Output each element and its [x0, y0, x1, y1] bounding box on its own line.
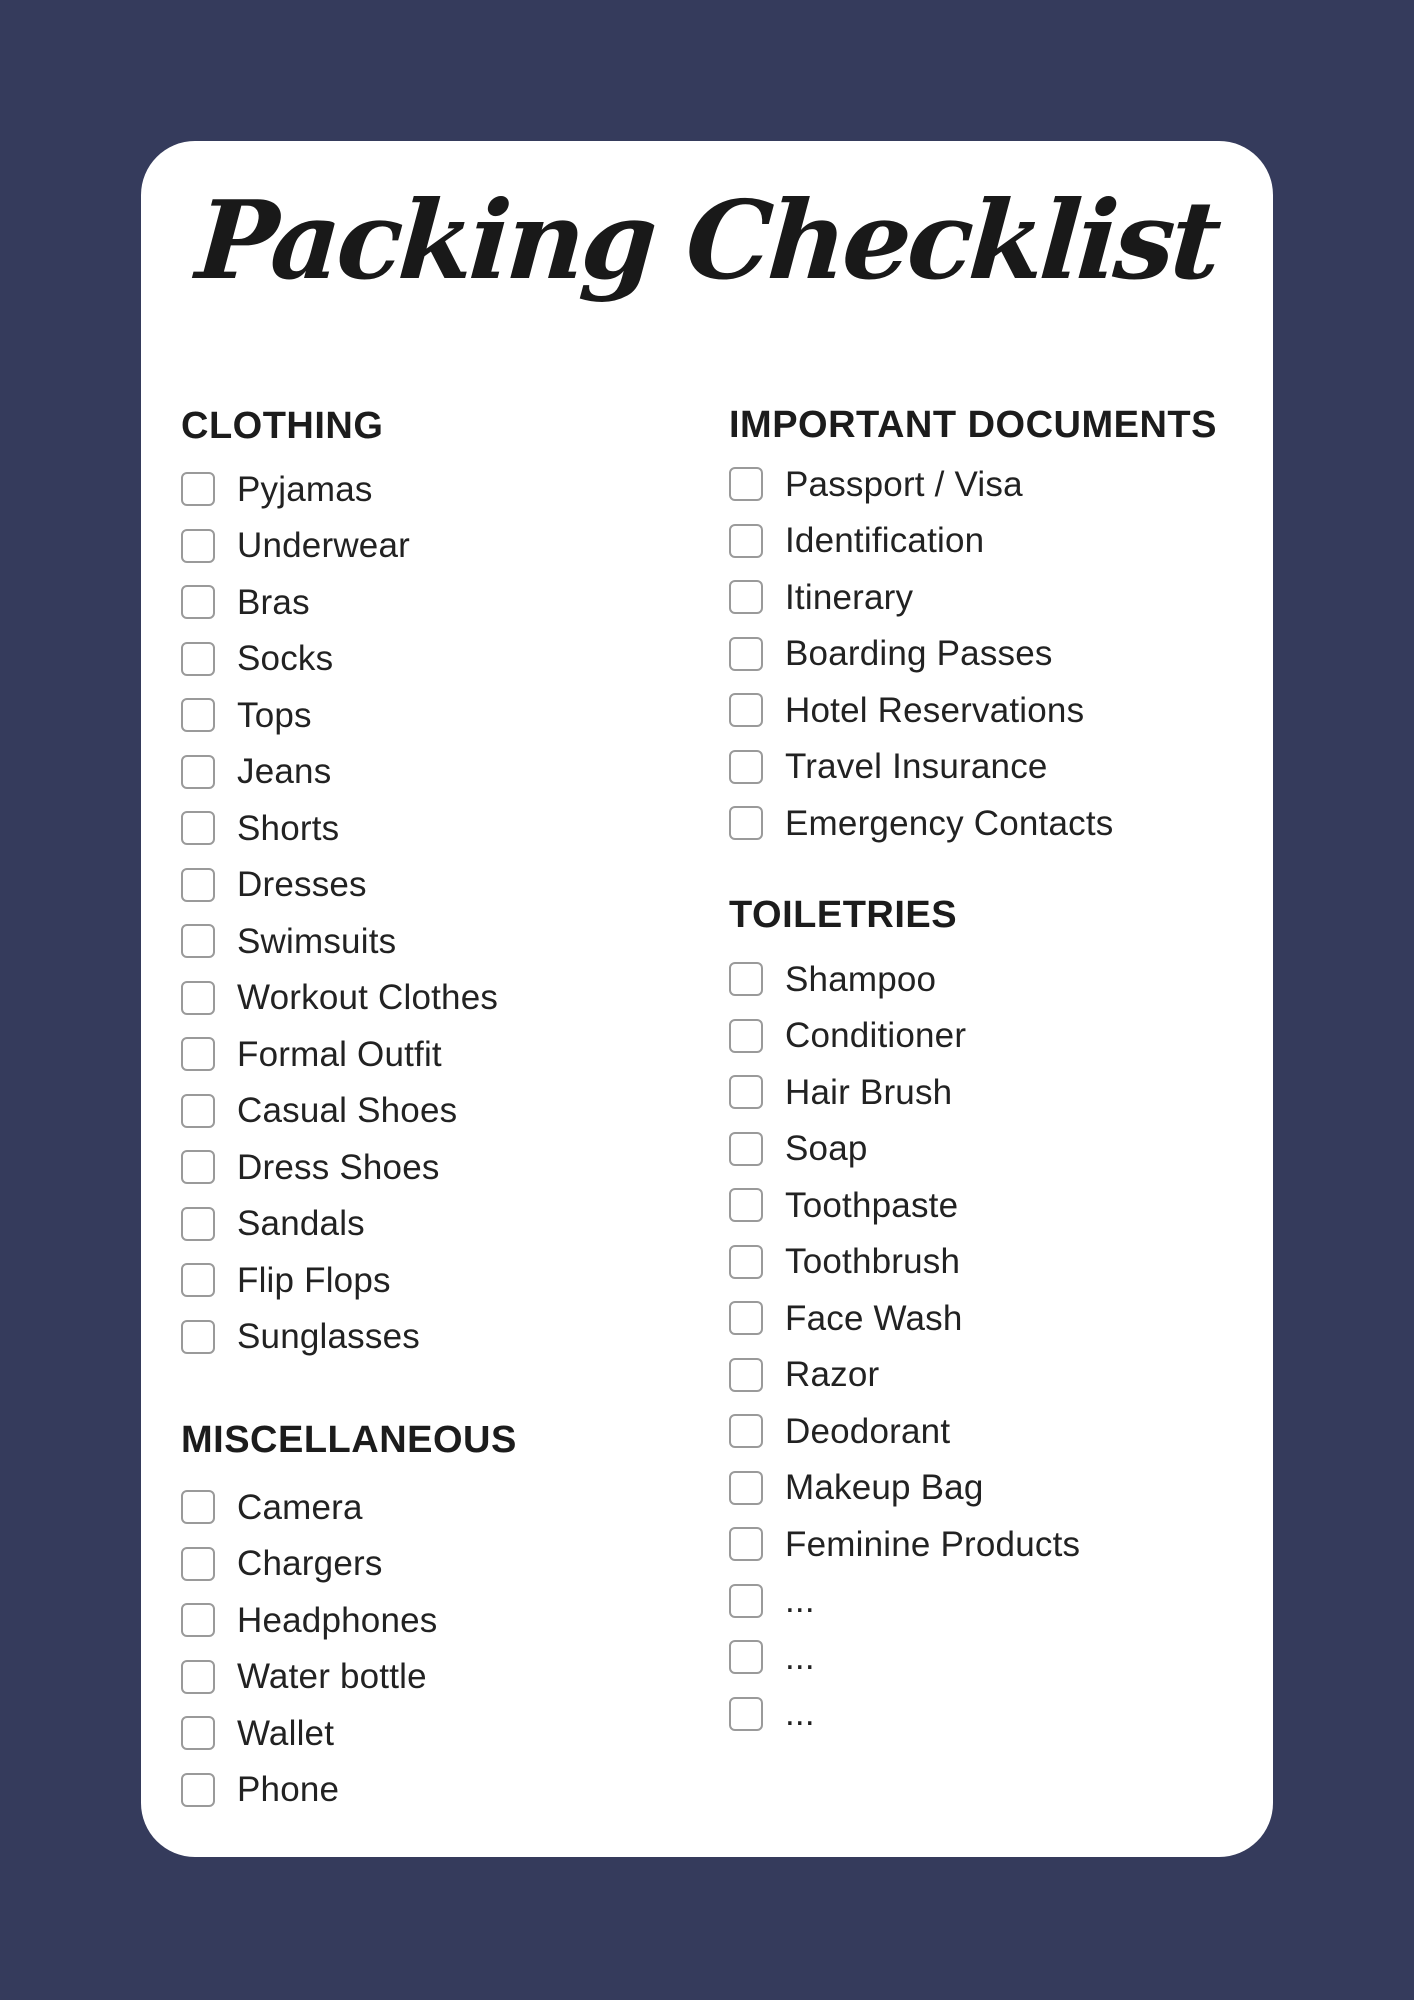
checklist-item: [181, 1139, 498, 1196]
checklist-miscellaneous: [181, 1479, 517, 1818]
checkbox-unchecked[interactable]: [181, 1603, 215, 1637]
page-title: Packing Checklist: [192, 178, 1222, 304]
checkbox-unchecked[interactable]: [729, 1414, 763, 1448]
checklist-item: [181, 574, 498, 631]
checkbox-unchecked[interactable]: [729, 1640, 763, 1674]
item-label: Tops: [237, 695, 312, 735]
checkbox-unchecked[interactable]: [729, 1019, 763, 1053]
item-label: Feminine Products: [785, 1524, 1081, 1564]
checklist-item: [181, 970, 498, 1027]
checklist-item: [181, 1705, 517, 1762]
checklist-item: [729, 1064, 1080, 1121]
item-label: Makeup Bag: [785, 1468, 984, 1508]
checklist-item: [729, 1686, 1080, 1743]
checkbox-unchecked[interactable]: [181, 1207, 215, 1241]
checkbox-unchecked[interactable]: [181, 1773, 215, 1807]
checkbox-unchecked[interactable]: [181, 698, 215, 732]
item-label: Hotel Reservations: [785, 690, 1085, 730]
item-label: Water bottle: [237, 1657, 427, 1697]
checkbox-unchecked[interactable]: [181, 642, 215, 676]
item-label: Flip Flops: [237, 1260, 391, 1300]
checkbox-unchecked[interactable]: [181, 1490, 215, 1524]
checklist-item: [729, 1403, 1080, 1460]
checkbox-unchecked[interactable]: [181, 755, 215, 789]
section-header-clothing: CLOTHING: [181, 405, 384, 447]
item-label: Pyjamas: [237, 469, 373, 509]
checklist-item: [729, 1460, 1080, 1517]
item-label: Toothpaste: [785, 1185, 959, 1225]
checklist-item: [729, 456, 1217, 513]
checklist-item: [729, 1008, 1080, 1065]
checklist-item: [181, 913, 498, 970]
item-label: ...: [785, 1694, 815, 1734]
checkbox-unchecked[interactable]: [181, 472, 215, 506]
checklist-item: [181, 1083, 498, 1140]
section-header-miscellaneous: MISCELLANEOUS: [181, 1419, 517, 1461]
item-label: Itinerary: [785, 577, 914, 617]
checkbox-unchecked[interactable]: [181, 1660, 215, 1694]
item-label: Wallet: [237, 1713, 335, 1753]
checkbox-unchecked[interactable]: [729, 693, 763, 727]
checklist-item: [729, 951, 1080, 1008]
section-header-important-documents: IMPORTANT DOCUMENTS: [729, 404, 1217, 446]
checkbox-unchecked[interactable]: [181, 1547, 215, 1581]
item-label: Boarding Passes: [785, 634, 1053, 674]
checkbox-unchecked[interactable]: [729, 467, 763, 501]
checklist-important-documents: [729, 456, 1217, 852]
item-label: Workout Clothes: [237, 978, 499, 1018]
checkbox-unchecked[interactable]: [181, 868, 215, 902]
checklist-toiletries: [729, 951, 1080, 1742]
checkbox-unchecked[interactable]: [729, 1358, 763, 1392]
item-label: Sunglasses: [237, 1317, 420, 1357]
checklist-item: [181, 857, 498, 914]
item-label: Identification: [785, 521, 985, 561]
item-label: Casual Shoes: [237, 1091, 458, 1131]
checklist-item: [729, 682, 1217, 739]
item-label: Face Wash: [785, 1298, 963, 1338]
item-label: Chargers: [237, 1544, 383, 1584]
section-toiletries: [729, 896, 1080, 1742]
checkbox-unchecked[interactable]: [729, 1132, 763, 1166]
checkbox-unchecked[interactable]: [729, 1188, 763, 1222]
item-label: Hair Brush: [785, 1072, 953, 1112]
checklist-item: [729, 739, 1217, 796]
checklist-item: [729, 1177, 1080, 1234]
checkbox-unchecked[interactable]: [729, 962, 763, 996]
checkbox-unchecked[interactable]: [181, 981, 215, 1015]
item-label: Toothbrush: [785, 1242, 961, 1282]
item-label: Dresses: [237, 865, 367, 905]
checklist-item: [729, 1234, 1080, 1291]
checkbox-unchecked[interactable]: [181, 585, 215, 619]
checkbox-unchecked[interactable]: [729, 580, 763, 614]
item-label: Emergency Contacts: [785, 803, 1114, 843]
item-label: Underwear: [237, 526, 410, 566]
checklist-item: [181, 687, 498, 744]
checklist-item: [181, 1196, 498, 1253]
checkbox-unchecked[interactable]: [181, 1716, 215, 1750]
item-label: Sandals: [237, 1204, 365, 1244]
item-label: Jeans: [237, 752, 332, 792]
checkbox-unchecked[interactable]: [181, 529, 215, 563]
checklist-item: [181, 631, 498, 688]
checklist-item: [181, 1649, 517, 1706]
checkbox-unchecked[interactable]: [181, 1037, 215, 1071]
checkbox-unchecked[interactable]: [729, 1697, 763, 1731]
checklist-clothing: [181, 461, 498, 1365]
item-label: Deodorant: [785, 1411, 951, 1451]
checkbox-unchecked[interactable]: [729, 750, 763, 784]
checkbox-unchecked[interactable]: [729, 1075, 763, 1109]
checklist-item: [729, 1121, 1080, 1178]
item-label: Shampoo: [785, 959, 937, 999]
checklist-item: [729, 569, 1217, 626]
checkbox-unchecked[interactable]: [181, 811, 215, 845]
checklist-item: [181, 1536, 517, 1593]
checkbox-unchecked[interactable]: [181, 1094, 215, 1128]
checklist-item: [181, 1762, 517, 1819]
checkbox-unchecked[interactable]: [729, 1245, 763, 1279]
item-label: Travel Insurance: [785, 747, 1048, 787]
checkbox-unchecked[interactable]: [729, 637, 763, 671]
checklist-item: [181, 1309, 498, 1366]
item-label: Camera: [237, 1487, 363, 1527]
item-label: ...: [785, 1581, 815, 1621]
checklist-item: [729, 1290, 1080, 1347]
checkbox-unchecked[interactable]: [729, 1527, 763, 1561]
item-label: Razor: [785, 1355, 880, 1395]
item-label: Headphones: [237, 1600, 438, 1640]
section-clothing: [181, 407, 498, 1365]
item-label: Swimsuits: [237, 921, 397, 961]
checklist-item: [181, 744, 498, 801]
item-label: Conditioner: [785, 1016, 967, 1056]
checkbox-unchecked[interactable]: [181, 1150, 215, 1184]
item-label: Formal Outfit: [237, 1034, 442, 1074]
checklist-item: [181, 1026, 498, 1083]
item-label: Dress Shoes: [237, 1147, 440, 1187]
checkbox-unchecked[interactable]: [729, 1301, 763, 1335]
section-miscellaneous: [181, 1421, 517, 1818]
checkbox-unchecked[interactable]: [729, 806, 763, 840]
section-header-toiletries: TOILETRIES: [729, 894, 958, 936]
checkbox-unchecked[interactable]: [729, 1471, 763, 1505]
checklist-item: [729, 1573, 1080, 1630]
checklist-item: [729, 513, 1217, 570]
checklist-item: [181, 1252, 498, 1309]
checklist-item: [729, 626, 1217, 683]
checklist-item: [729, 1629, 1080, 1686]
item-label: Socks: [237, 639, 334, 679]
item-label: Soap: [785, 1129, 868, 1169]
checklist-item: [181, 461, 498, 518]
item-label: Passport / Visa: [785, 464, 1023, 504]
item-label: ...: [785, 1637, 815, 1677]
checkbox-unchecked[interactable]: [729, 524, 763, 558]
checkbox-unchecked[interactable]: [181, 1263, 215, 1297]
checklist-item: [181, 800, 498, 857]
checklist-item: [181, 1479, 517, 1536]
checklist-item: [729, 1516, 1080, 1573]
checkbox-unchecked[interactable]: [181, 924, 215, 958]
checklist-card: [141, 141, 1273, 1857]
item-label: Bras: [237, 582, 310, 622]
checkbox-unchecked[interactable]: [729, 1584, 763, 1618]
checklist-item: [729, 795, 1217, 852]
checkbox-unchecked[interactable]: [181, 1320, 215, 1354]
checklist-item: [181, 518, 498, 575]
checklist-item: [181, 1592, 517, 1649]
checklist-item: [729, 1347, 1080, 1404]
item-label: Phone: [237, 1770, 340, 1810]
item-label: Shorts: [237, 808, 340, 848]
section-important-documents: [729, 406, 1217, 852]
